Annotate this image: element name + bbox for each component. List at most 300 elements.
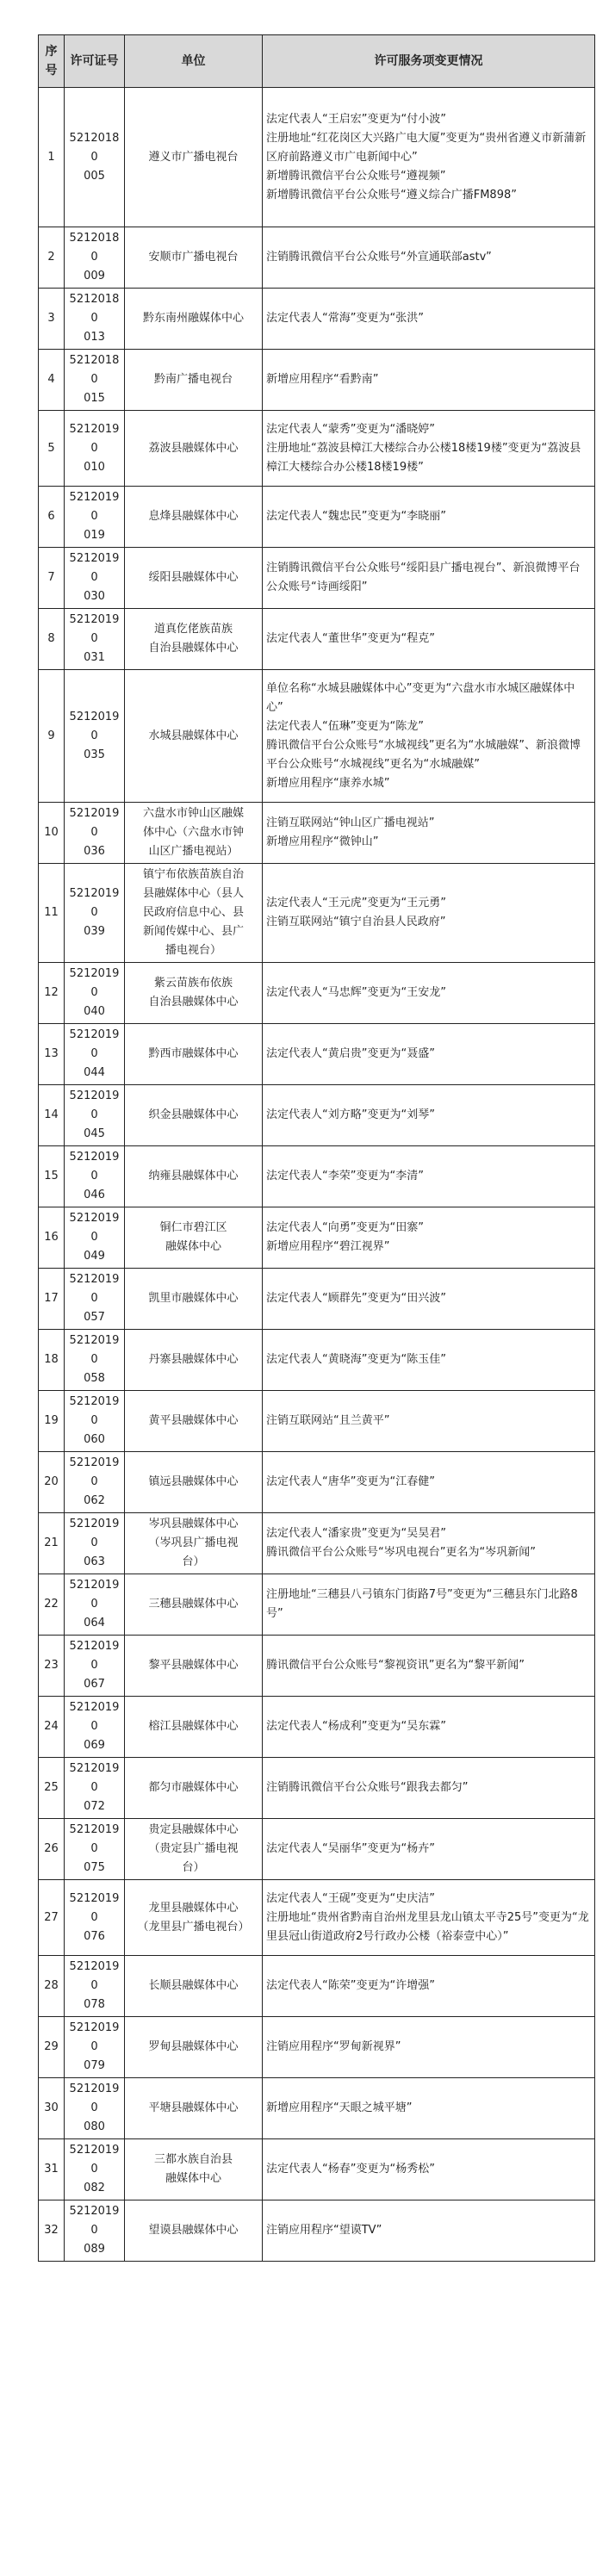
unit-name-line: 黎平县融媒体中心 — [148, 1659, 239, 1672]
license-number-line: 036 — [84, 845, 105, 858]
change-item: 法定代表人“刘方略”变更为“刘琴” — [266, 1108, 435, 1121]
change-item: 腾讯微信平台公众账号“岑巩电视台”更名为“岑巩新闻” — [266, 1546, 536, 1559]
cell-license-number — [65, 411, 125, 487]
table-row — [39, 1636, 595, 1697]
change-item: 新增腾讯微信平台公众账号“遵义综合广播FM898” — [266, 188, 517, 202]
unit-name-line: 播电视台） — [165, 944, 221, 957]
cell-changes — [263, 963, 595, 1024]
change-item: 法定代表人“向勇”变更为“田寨” — [266, 1221, 424, 1234]
cell-changes — [263, 864, 595, 963]
cell-index: 6 — [39, 487, 65, 548]
unit-name-line: 纳雍县融媒体中心 — [148, 1170, 239, 1182]
cell-changes — [263, 289, 595, 350]
table-row — [39, 1085, 595, 1146]
cell-unit — [125, 1758, 263, 1819]
change-item: 注销互联网站“且兰黄平” — [266, 1414, 390, 1427]
cell-changes — [263, 1636, 595, 1697]
unit-name-line: 荔波县融媒体中心 — [148, 441, 239, 455]
license-number-line: 52120180 — [69, 131, 120, 164]
cell-index: 22 — [39, 1574, 65, 1636]
table-body — [39, 88, 595, 2262]
header-license-number: 许可证号 — [65, 35, 125, 88]
change-item: 法定代表人“马忠辉”变更为“王安龙” — [266, 986, 446, 999]
license-number-line: 005 — [84, 169, 105, 183]
change-item: 法定代表人“魏忠民”变更为“李晓丽” — [266, 510, 446, 523]
license-number-line: 52120190 — [69, 1089, 120, 1121]
cell-changes — [263, 1085, 595, 1146]
cell-license-number — [65, 548, 125, 609]
license-number-line: 52120190 — [69, 1701, 120, 1733]
table-row — [39, 289, 595, 350]
license-number-line: 52120190 — [69, 1456, 120, 1488]
unit-name-line: 罗甸县融媒体中心 — [148, 2040, 239, 2053]
license-number-line: 067 — [84, 1678, 105, 1691]
cell-changes — [263, 1574, 595, 1636]
unit-name-line: 县融媒体中心（县人 — [142, 887, 244, 900]
unit-name-line: 织金县融媒体中心 — [148, 1108, 239, 1121]
cell-license-number — [65, 350, 125, 411]
cell-index: 20 — [39, 1452, 65, 1513]
cell-unit — [125, 963, 263, 1024]
cell-license-number — [65, 1146, 125, 1207]
license-number-line: 52120180 — [69, 354, 120, 386]
table-row — [39, 350, 595, 411]
table-row — [39, 1024, 595, 1085]
unit-name-line: 台） — [182, 1555, 205, 1568]
cell-index: 16 — [39, 1207, 65, 1269]
cell-unit — [125, 289, 263, 350]
cell-index: 14 — [39, 1085, 65, 1146]
header-changes: 许可服务项变更情况 — [263, 35, 595, 88]
table-row — [39, 1880, 595, 1956]
license-number-line: 52120190 — [69, 1395, 120, 1427]
cell-license-number — [65, 1269, 125, 1330]
cell-changes — [263, 1697, 595, 1758]
table-row — [39, 548, 595, 609]
table-row — [39, 1207, 595, 1269]
cell-license-number — [65, 2078, 125, 2139]
license-number-line: 009 — [84, 270, 105, 282]
cell-license-number — [65, 670, 125, 803]
unit-name-line: 遵义市广播电视台 — [148, 150, 239, 164]
cell-changes — [263, 88, 595, 227]
unit-name-line: 绥阳县融媒体中心 — [148, 571, 239, 584]
cell-unit — [125, 2139, 263, 2200]
change-item: 新增应用程序“天眼之城平塘” — [266, 2101, 413, 2114]
license-number-line: 52120180 — [69, 293, 120, 325]
table-row — [39, 1269, 595, 1330]
cell-changes — [263, 609, 595, 670]
cell-changes — [263, 1269, 595, 1330]
unit-name-line: 黄平县融媒体中心 — [148, 1414, 239, 1427]
unit-name-line: 新闻传媒中心、县广 — [142, 925, 244, 938]
license-number-line: 075 — [84, 1861, 105, 1874]
cell-index: 26 — [39, 1819, 65, 1880]
license-number-line: 057 — [84, 1311, 105, 1324]
cell-unit — [125, 1956, 263, 2017]
change-item: 法定代表人“杨春”变更为“杨秀松” — [266, 2163, 435, 2176]
table-row — [39, 1819, 595, 1880]
cell-index: 3 — [39, 289, 65, 350]
unit-name-line: 台） — [182, 1861, 205, 1874]
cell-index: 18 — [39, 1330, 65, 1391]
license-number-line: 062 — [84, 1494, 105, 1507]
license-number-line: 52120190 — [69, 1028, 120, 1060]
cell-unit — [125, 1269, 263, 1330]
change-item: 注销腾讯微信平台公众账号“跟我去都匀” — [266, 1781, 469, 1794]
license-number-line: 010 — [84, 460, 105, 474]
unit-name-line: 体中心（六盘水市钟 — [142, 826, 244, 839]
license-number-line: 058 — [84, 1372, 105, 1385]
license-number-line: 52120190 — [69, 613, 120, 645]
cell-unit — [125, 2078, 263, 2139]
unit-name-line: 水城县融媒体中心 — [148, 729, 239, 742]
cell-index: 29 — [39, 2017, 65, 2078]
cell-license-number — [65, 1024, 125, 1085]
cell-unit — [125, 487, 263, 548]
table-row — [39, 803, 595, 864]
cell-changes — [263, 350, 595, 411]
cell-changes — [263, 1513, 595, 1574]
license-number-line: 52120190 — [69, 807, 120, 839]
unit-name-line: 自治县融媒体中心 — [148, 996, 239, 1009]
cell-license-number — [65, 1758, 125, 1819]
license-number-line: 52120190 — [69, 2021, 120, 2053]
license-number-line: 064 — [84, 1617, 105, 1629]
table-row — [39, 1330, 595, 1391]
cell-license-number — [65, 1880, 125, 1956]
cell-unit — [125, 1513, 263, 1574]
license-number-line: 079 — [84, 2059, 105, 2072]
change-item: 法定代表人“李荣”变更为“李清” — [266, 1170, 424, 1182]
license-number-line: 52120190 — [69, 2144, 120, 2176]
header-unit: 单位 — [125, 35, 263, 88]
cell-index: 19 — [39, 1391, 65, 1452]
cell-index: 4 — [39, 350, 65, 411]
cell-license-number — [65, 1452, 125, 1513]
unit-name-line: 自治县融媒体中心 — [148, 642, 239, 655]
license-number-line: 52120190 — [69, 1960, 120, 1992]
cell-index: 28 — [39, 1956, 65, 2017]
table-row — [39, 1146, 595, 1207]
table-row — [39, 88, 595, 227]
cell-changes — [263, 548, 595, 609]
license-number-line: 082 — [84, 2182, 105, 2194]
cell-unit — [125, 2200, 263, 2262]
unit-name-line: 镇宁布依族苗族自治 — [142, 868, 244, 881]
cell-license-number — [65, 1391, 125, 1452]
cell-license-number — [65, 2017, 125, 2078]
license-number-line: 52120190 — [69, 1891, 120, 1924]
license-number-line: 52120190 — [69, 1273, 120, 1305]
cell-license-number — [65, 1330, 125, 1391]
change-item: 法定代表人“王元虎”变更为“王元勇” — [266, 897, 446, 909]
license-number-line: 013 — [84, 331, 105, 344]
unit-name-line: 长顺县融媒体中心 — [148, 1979, 239, 1992]
cell-unit — [125, 1024, 263, 1085]
unit-name-line: （岑巩县广播电视 — [148, 1536, 239, 1549]
cell-changes — [263, 670, 595, 803]
unit-name-line: 息烽县融媒体中心 — [148, 510, 239, 523]
cell-index: 17 — [39, 1269, 65, 1330]
unit-name-line: 岑巩县融媒体中心 — [148, 1518, 239, 1530]
license-number-line: 52120190 — [69, 2205, 120, 2237]
change-item: 法定代表人“常海”变更为“张洪” — [266, 312, 424, 325]
cell-license-number — [65, 1574, 125, 1636]
license-number-line: 52120190 — [69, 967, 120, 999]
unit-name-line: 安顺市广播电视台 — [148, 251, 239, 264]
cell-unit — [125, 1085, 263, 1146]
unit-name-line: 三都水族自治县 — [153, 2153, 233, 2166]
change-item: 注销互联网站“镇宁自治县人民政府” — [266, 916, 446, 928]
change-item: 法定代表人“吴丽华”变更为“杨卉” — [266, 1842, 435, 1855]
cell-changes — [263, 487, 595, 548]
cell-index: 8 — [39, 609, 65, 670]
change-item: 法定代表人“陈荣”变更为“许增强” — [266, 1979, 435, 1992]
cell-index: 32 — [39, 2200, 65, 2262]
cell-unit — [125, 88, 263, 227]
cell-license-number — [65, 1819, 125, 1880]
change-item: 新增应用程序“康养水城” — [266, 776, 390, 790]
license-number-line: 52120180 — [69, 232, 120, 264]
license-number-line: 072 — [84, 1800, 105, 1813]
table-row — [39, 227, 595, 289]
cell-changes — [263, 1758, 595, 1819]
cell-license-number — [65, 289, 125, 350]
change-item: 法定代表人“黄启贵”变更为“聂盛” — [266, 1047, 435, 1060]
unit-name-line: 镇远县融媒体中心 — [148, 1475, 239, 1488]
license-number-line: 52120190 — [69, 1334, 120, 1366]
cell-index: 11 — [39, 864, 65, 963]
cell-changes — [263, 2017, 595, 2078]
change-item: 注册地址“三穗县八弓镇东门街路7号”变更为“三穗县东门北路8号” — [266, 1588, 578, 1620]
cell-changes — [263, 1146, 595, 1207]
change-item: 注册地址“红花岗区大兴路广电大厦”变更为“贵州省遵义市新蒲新区府前路遵义市广电新闻中心” — [266, 131, 587, 164]
table-header-row — [39, 35, 595, 88]
cell-license-number — [65, 963, 125, 1024]
license-number-line: 52120190 — [69, 1640, 120, 1672]
cell-license-number — [65, 227, 125, 289]
unit-name-line: （龙里县广播电视台） — [137, 1920, 250, 1934]
cell-unit — [125, 1697, 263, 1758]
cell-index: 24 — [39, 1697, 65, 1758]
cell-changes — [263, 1819, 595, 1880]
cell-unit — [125, 2017, 263, 2078]
license-number-line: 52120190 — [69, 1151, 120, 1182]
cell-license-number — [65, 803, 125, 864]
cell-unit — [125, 1452, 263, 1513]
change-item: 法定代表人“顾群先”变更为“田兴波” — [266, 1292, 446, 1305]
change-item: 新增应用程序“微钟山” — [266, 835, 379, 848]
license-number-line: 52120190 — [69, 1762, 120, 1794]
license-number-line: 060 — [84, 1433, 105, 1446]
cell-license-number — [65, 1513, 125, 1574]
cell-index: 30 — [39, 2078, 65, 2139]
cell-license-number — [65, 2200, 125, 2262]
cell-unit — [125, 1207, 263, 1269]
cell-unit — [125, 1146, 263, 1207]
cell-changes — [263, 1391, 595, 1452]
change-item: 法定代表人“潘家贵”变更为“吴昊君” — [266, 1527, 446, 1540]
license-number-line: 069 — [84, 1739, 105, 1752]
cell-index: 25 — [39, 1758, 65, 1819]
table-row — [39, 670, 595, 803]
table-row — [39, 487, 595, 548]
change-item: 注销应用程序“望谟TV” — [266, 2224, 382, 2237]
change-item: 注册地址“荔波县樟江大楼综合办公楼18楼19楼”变更为“荔波县樟江大楼综合办公楼18楼19楼” — [266, 441, 581, 474]
unit-name-line: 榕江县融媒体中心 — [148, 1720, 239, 1733]
license-number-line: 046 — [84, 1189, 105, 1201]
change-item: 腾讯微信平台公众账号“黎视资讯”更名为“黎平新闻” — [266, 1659, 525, 1672]
cell-unit — [125, 227, 263, 289]
cell-unit — [125, 1880, 263, 1956]
change-item: 新增应用程序“看黔南” — [266, 373, 379, 386]
cell-unit — [125, 1636, 263, 1697]
cell-changes — [263, 1207, 595, 1269]
change-item: 注销腾讯微信平台公众账号“绥阳县广播电视台”、新浪微博平台公众账号“诗画绥阳” — [266, 562, 581, 593]
table-row — [39, 864, 595, 963]
table-row — [39, 2200, 595, 2262]
cell-index: 31 — [39, 2139, 65, 2200]
table-row — [39, 411, 595, 487]
unit-name-line: 融媒体中心 — [165, 1240, 221, 1253]
cell-changes — [263, 2139, 595, 2200]
table-row — [39, 609, 595, 670]
change-item: 注销互联网站“钟山区广播电视站” — [266, 816, 435, 829]
license-number-line: 031 — [84, 651, 105, 664]
unit-name-line: 望谟县融媒体中心 — [148, 2224, 239, 2237]
cell-index: 10 — [39, 803, 65, 864]
cell-changes — [263, 1024, 595, 1085]
cell-changes — [263, 227, 595, 289]
unit-name-line: 民政府信息中心、县 — [142, 906, 244, 919]
cell-unit — [125, 803, 263, 864]
change-item: 注销腾讯微信平台公众账号“外宣通联部astv” — [266, 251, 492, 264]
cell-license-number — [65, 1697, 125, 1758]
cell-changes — [263, 1330, 595, 1391]
license-number-line: 52120190 — [69, 710, 120, 742]
license-number-line: 049 — [84, 1250, 105, 1263]
cell-index: 15 — [39, 1146, 65, 1207]
cell-license-number — [65, 1207, 125, 1269]
license-number-line: 52120190 — [69, 887, 120, 919]
cell-license-number — [65, 1956, 125, 2017]
license-number-line: 089 — [84, 2243, 105, 2256]
license-number-line: 52120190 — [69, 552, 120, 584]
cell-changes — [263, 411, 595, 487]
table-row — [39, 1574, 595, 1636]
unit-name-line: 丹寨县融媒体中心 — [148, 1353, 239, 1366]
license-number-line: 044 — [84, 1066, 105, 1079]
table-row — [39, 2017, 595, 2078]
cell-index: 2 — [39, 227, 65, 289]
change-item: 法定代表人“黄晓海”变更为“陈玉佳” — [266, 1353, 446, 1366]
table-row — [39, 1391, 595, 1452]
license-number-line: 063 — [84, 1555, 105, 1568]
license-number-line: 076 — [84, 1929, 105, 1943]
change-item: 法定代表人“伍琳”变更为“陈龙” — [266, 719, 424, 733]
license-number-line: 045 — [84, 1127, 105, 1140]
license-number-line: 52120190 — [69, 422, 120, 455]
cell-license-number — [65, 1085, 125, 1146]
table-row — [39, 2078, 595, 2139]
table-row — [39, 1452, 595, 1513]
cell-license-number — [65, 864, 125, 963]
unit-name-line: 铜仁市碧江区 — [159, 1221, 227, 1234]
license-number-line: 019 — [84, 529, 105, 542]
change-item: 注册地址“贵州省黔南自治州龙里县龙山镇太平寺25号”变更为“龙里县冠山街道政府2号行政办公楼（裕泰壹中心）” — [266, 1910, 589, 1943]
cell-index: 9 — [39, 670, 65, 803]
header-index: 序号 — [39, 35, 65, 88]
cell-index: 1 — [39, 88, 65, 227]
change-item: 法定代表人“唐华”变更为“江春健” — [266, 1475, 435, 1488]
cell-changes — [263, 1880, 595, 1956]
unit-name-line: 黔西市融媒体中心 — [148, 1047, 239, 1060]
license-number-line: 52120190 — [69, 1518, 120, 1549]
cell-changes — [263, 1452, 595, 1513]
cell-index: 13 — [39, 1024, 65, 1085]
unit-name-line: 六盘水市钟山区融媒 — [142, 807, 244, 820]
license-number-line: 52120190 — [69, 1212, 120, 1244]
cell-license-number — [65, 1636, 125, 1697]
unit-name-line: 都匀市融媒体中心 — [148, 1781, 239, 1794]
change-item: 法定代表人“董世华”变更为“程克” — [266, 632, 435, 645]
unit-name-line: 山区广播电视站） — [148, 845, 239, 858]
unit-name-line: 贵定县融媒体中心 — [148, 1823, 239, 1836]
cell-license-number — [65, 487, 125, 548]
cell-unit — [125, 411, 263, 487]
change-item: 注销应用程序“罗甸新视界” — [266, 2040, 401, 2053]
table-row — [39, 1513, 595, 1574]
cell-unit — [125, 670, 263, 803]
license-number-line: 015 — [84, 392, 105, 405]
cell-index: 5 — [39, 411, 65, 487]
cell-index: 21 — [39, 1513, 65, 1574]
unit-name-line: （贵定县广播电视 — [148, 1842, 239, 1855]
license-number-line: 080 — [84, 2120, 105, 2133]
cell-unit — [125, 1574, 263, 1636]
unit-name-line: 凯里市融媒体中心 — [148, 1292, 239, 1305]
cell-unit — [125, 1330, 263, 1391]
unit-name-line: 紫云苗族布依族 — [153, 977, 233, 990]
license-number-line: 039 — [84, 925, 105, 938]
cell-unit — [125, 609, 263, 670]
license-number-line: 52120190 — [69, 1579, 120, 1611]
change-item: 单位名称“水城县融媒体中心”变更为“六盘水市水城区融媒体中心” — [266, 681, 575, 714]
cell-index: 23 — [39, 1636, 65, 1697]
cell-changes — [263, 2200, 595, 2262]
table-row — [39, 963, 595, 1024]
change-item: 法定代表人“蒙秀”变更为“潘晓婷” — [266, 422, 435, 436]
change-item: 法定代表人“王砚”变更为“史庆洁” — [266, 1891, 435, 1905]
license-change-table — [38, 34, 595, 2262]
cell-index: 27 — [39, 1880, 65, 1956]
cell-unit — [125, 1391, 263, 1452]
unit-name-line: 平塘县融媒体中心 — [148, 2101, 239, 2114]
cell-changes — [263, 2078, 595, 2139]
table-row — [39, 1956, 595, 2017]
cell-license-number — [65, 609, 125, 670]
table-row — [39, 1697, 595, 1758]
cell-changes — [263, 803, 595, 864]
table-row — [39, 2139, 595, 2200]
license-change-table-sheet — [38, 34, 594, 2262]
license-number-line: 52120190 — [69, 2083, 120, 2114]
license-number-line: 078 — [84, 1998, 105, 2011]
license-number-line: 52120190 — [69, 491, 120, 523]
unit-name-line: 黔南广播电视台 — [153, 373, 233, 386]
cell-changes — [263, 1956, 595, 2017]
